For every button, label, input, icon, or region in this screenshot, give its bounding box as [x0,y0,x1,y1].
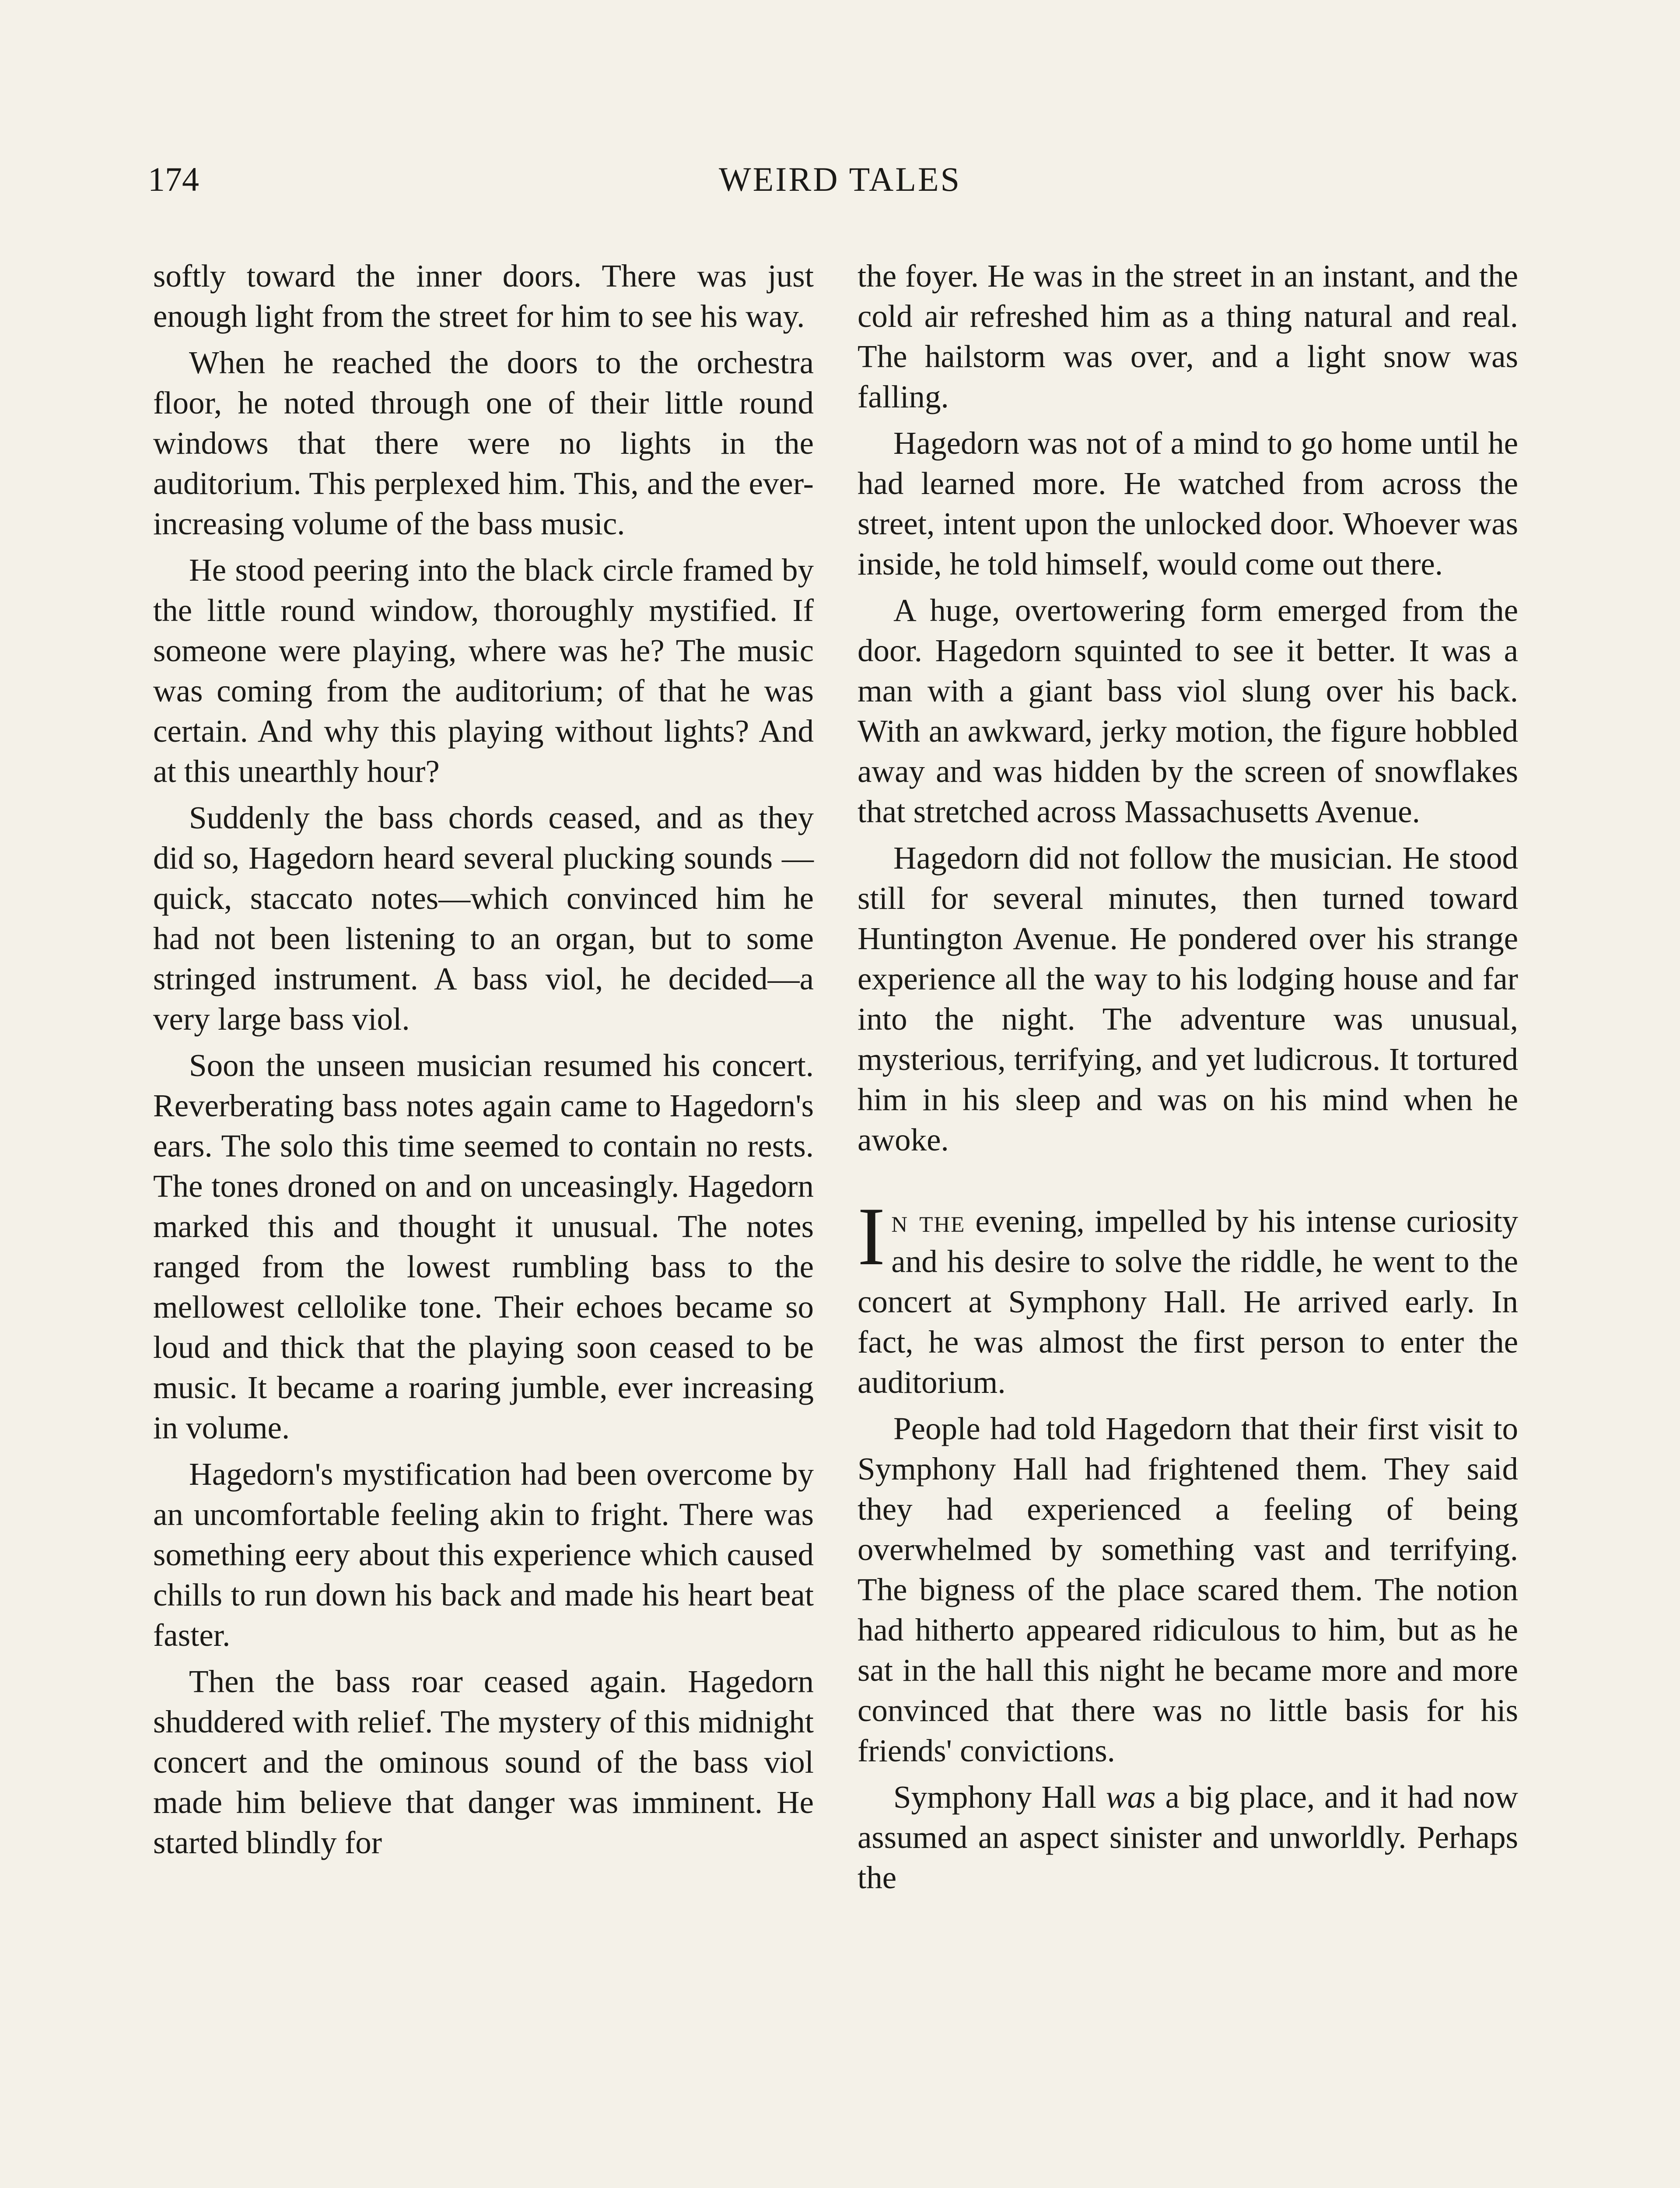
paragraph: A huge, overtowering form emerged from the door. Hagedorn squinted to see it better. It was a man with a giant bass viol slung over his back. With an awkward, jerky motion, the figure hobbled away and was hidden by the screen of snowflakes that stretched across Massachusetts Avenue. [858,593,1518,829]
small-caps-lead: n the [891,1203,966,1239]
page-number: 174 [148,160,199,198]
paragraph: Soon the unseen musician resumed his concert. Reverberating bass notes again came to Hagedorn's ears. The solo this time seemed to contain no rests. The tones droned on and on unceasingly. Hagedorn marked this and thought it unusual. The notes ranged from the lowest rumbling bass to the mellowest cellolike tone. Their echoes became so loud and thick that the playing soon ceased to be music. It became a roaring jumble, ever increasing in volume. [153,1048,814,1445]
paragraph: Hagedorn did not follow the musician. He stood still for several minutes, then turned toward Huntington Avenue. He pondered over his strange experience all the way to his lodging house and far into the night. The adventure was unusual, mysterious, terrifying, and yet ludicrous. It tortured him in his sleep and was on his mind when he awoke. [858,840,1518,1157]
paragraph: Hagedorn was not of a mind to go home until he had learned more. He watched from across the street, intent upon the unlocked door. Whoever was inside, he told himself, would come out there. [858,425,1518,582]
emphasized-word: was [1106,1779,1156,1815]
section-break [858,1166,1518,1201]
left-column [153,256,814,1869]
running-title: WEIRD TALES [718,160,962,198]
paragraph: Then the bass roar ceased again. Hagedorn shuddered with relief. The mystery of this midnight concert and the ominous sound of the bass viol made him believe that danger was imminent. He started blindly for [153,1664,814,1860]
drop-cap: I [858,1191,886,1283]
paragraph: softly toward the inner doors. There was just enough light from the street for him to see his way. [153,258,814,334]
page-header [0,153,1680,206]
paragraph-text-rest: a big place, and it had now assumed an aspect sinister and unworldly. Perhaps the [858,1779,1518,1895]
paragraph: the foyer. He was in the street in an instant, and the cold air refreshed him as a thing natural and real. The hailstorm was over, and a light snow was falling. [858,258,1518,414]
section-opening-text: evening, impelled by his intense curiosity and his desire to solve the riddle, he went to the concert at Symphony Hall. He arrived early. In fact, he was almost the first person to enter the auditorium. [858,1203,1518,1400]
paragraph: Hagedorn's mystification had been overcome by an uncomfortable feeling akin to fright. There was something eery about this experience which caused chills to run down his back and made his heart beat faster. [153,1456,814,1653]
paragraph: He stood peering into the black circle framed by the little round window, thoroughly mystified. If someone were playing, where was he? The music was coming from the auditorium; of that he was certain. And why this playing without lights? And at this unearthly hour? [153,552,814,789]
section-opening-paragraph [858,1191,1518,1403]
paragraph [858,1777,1518,1898]
paragraph: People had told Hagedorn that their first visit to Symphony Hall had frightened them. They said they had experienced a feeling of being overwhelmed by something vast and terrifying. The bigness of the place scared them. The notion had hitherto appeared ridiculous to him, but as he sat in the hall this night he became more and more convinced that there was no little basis for his friends' convictions. [858,1411,1518,1768]
paragraph-text-start: Symphony Hall [893,1779,1106,1815]
paragraph: Suddenly the bass chords ceased, and as they did so, Hagedorn heard several plucking sounds — quick, staccato notes—which convinced him he had not been listening to an organ, but to some stringed instrument. A bass viol, he decided—a very large bass viol. [153,800,814,1037]
right-column [858,256,1518,1904]
paragraph: When he reached the doors to the orchestra floor, he noted through one of their little round windows that there were no lights in the auditorium. This perplexed him. This, and the ever-increasing volume of the bass music. [153,345,814,541]
